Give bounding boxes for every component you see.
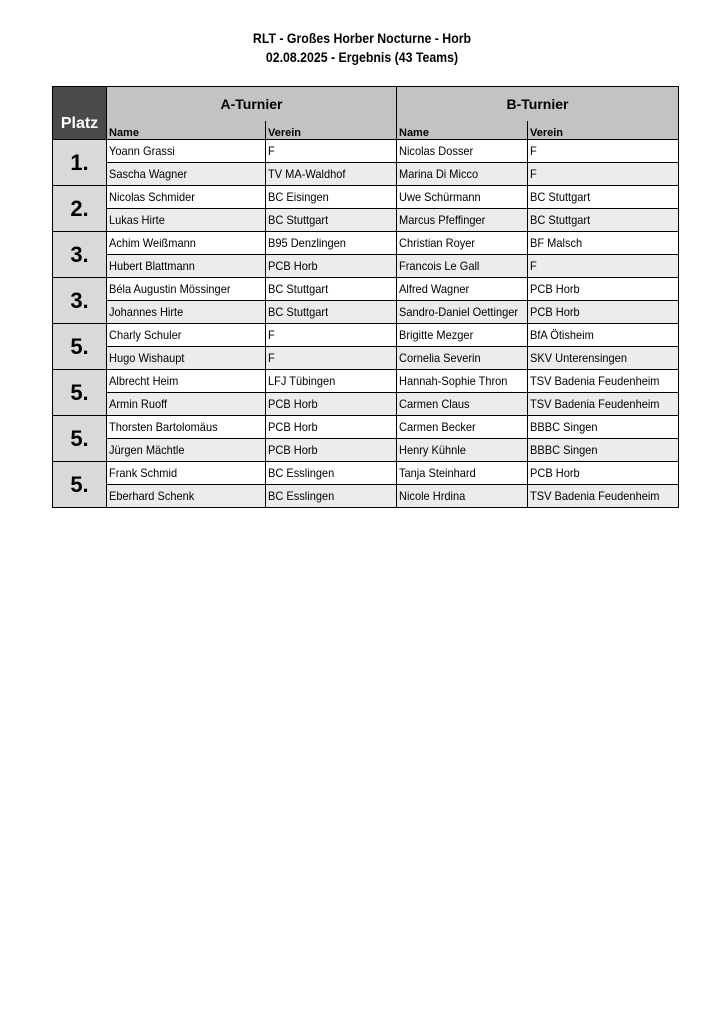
- table-row: [53, 485, 679, 508]
- b-verein-cell-text: BC Stuttgart: [530, 190, 591, 204]
- b-verein-cell-text: F: [530, 144, 537, 158]
- b-verein-cell-text: BBBC Singen: [530, 420, 598, 434]
- b-name-cell-text: Cornelia Severin: [399, 351, 481, 365]
- rank-cell: [53, 324, 107, 370]
- rank-label: 3.: [70, 287, 89, 313]
- a-verein-cell-text: BC Stuttgart: [268, 213, 329, 227]
- a-name-cell-text: Albrecht Heim: [109, 374, 179, 388]
- b-verein-cell: [528, 439, 679, 462]
- a-name-cell-text: Jürgen Mächtle: [109, 443, 185, 457]
- b-verein-cell-text: BfA Ötisheim: [530, 328, 594, 342]
- rank-cell: [53, 140, 107, 186]
- b-verein-header: [528, 121, 679, 140]
- table-row: [53, 370, 679, 393]
- b-name-cell: [397, 462, 528, 485]
- a-name-cell-text: Eberhard Schenk: [109, 489, 195, 503]
- b-verein-cell: [528, 462, 679, 485]
- a-verein-cell-text: LFJ Tübingen: [268, 374, 336, 388]
- a-verein-cell: [266, 485, 397, 508]
- b-name-cell: [397, 393, 528, 416]
- b-verein-cell: [528, 140, 679, 163]
- b-verein-cell: [528, 163, 679, 186]
- b-verein-cell-text: TSV Badenia Feudenheim: [530, 374, 660, 388]
- b-verein-cell-text: F: [530, 259, 537, 273]
- table-row: [53, 462, 679, 485]
- a-name-cell-text: Sascha Wagner: [109, 167, 188, 181]
- a-name-cell: [107, 232, 266, 255]
- b-verein-header-label: Verein: [530, 127, 564, 139]
- a-verein-cell: [266, 462, 397, 485]
- b-name-cell: [397, 416, 528, 439]
- a-turnier-header: [107, 87, 397, 122]
- table-row: [53, 439, 679, 462]
- b-verein-cell-text: TSV Badenia Feudenheim: [530, 397, 660, 411]
- a-verein-cell: [266, 324, 397, 347]
- a-verein-cell: [266, 347, 397, 370]
- rank-label: 5.: [70, 379, 89, 405]
- a-verein-cell: [266, 140, 397, 163]
- a-verein-cell-text: PCB Horb: [268, 259, 318, 273]
- a-verein-cell: [266, 232, 397, 255]
- a-verein-cell: [266, 301, 397, 324]
- a-name-cell-text: Armin Ruoff: [109, 397, 168, 411]
- b-name-cell: [397, 347, 528, 370]
- a-name-cell-text: Charly Schuler: [109, 328, 182, 342]
- a-verein-cell: [266, 186, 397, 209]
- b-name-cell: [397, 232, 528, 255]
- a-name-cell: [107, 370, 266, 393]
- b-verein-cell-text: PCB Horb: [530, 466, 580, 480]
- b-turnier-header: [397, 87, 679, 122]
- a-name-cell: [107, 485, 266, 508]
- b-verein-cell: [528, 255, 679, 278]
- b-name-cell: [397, 439, 528, 462]
- a-turnier-header-label: A-Turnier: [220, 96, 283, 112]
- a-name-header: [107, 121, 266, 140]
- a-name-cell-text: Hugo Wishaupt: [109, 351, 185, 365]
- b-name-cell: [397, 301, 528, 324]
- b-verein-cell-text: SKV Unterensingen: [530, 351, 627, 365]
- a-name-cell: [107, 278, 266, 301]
- a-name-cell-text: Achim Weißmann: [109, 236, 196, 250]
- a-verein-cell-text: PCB Horb: [268, 420, 318, 434]
- a-verein-cell-text: F: [268, 351, 275, 365]
- b-verein-cell: [528, 370, 679, 393]
- table-row: [53, 140, 679, 163]
- a-verein-header: [266, 121, 397, 140]
- table-row: [53, 347, 679, 370]
- a-name-cell: [107, 163, 266, 186]
- b-name-cell-text: Sandro-Daniel Oettinger: [399, 305, 519, 319]
- document-subtitle: 02.08.2025 - Ergebnis (43 Teams): [265, 49, 459, 65]
- b-name-cell-text: Nicole Hrdina: [399, 489, 466, 503]
- a-verein-cell-text: F: [268, 144, 275, 158]
- b-name-cell-text: Marina Di Micco: [399, 167, 479, 181]
- b-name-cell: [397, 255, 528, 278]
- a-verein-cell-text: B95 Denzlingen: [268, 236, 346, 250]
- b-verein-cell: [528, 416, 679, 439]
- rank-cell: [53, 278, 107, 324]
- b-verein-cell-text: BF Malsch: [530, 236, 583, 250]
- table-row: [53, 416, 679, 439]
- b-verein-cell-text: PCB Horb: [530, 305, 580, 319]
- a-verein-cell: [266, 439, 397, 462]
- a-name-cell-text: Nicolas Schmider: [109, 190, 195, 204]
- a-name-cell-text: Hubert Blattmann: [109, 259, 195, 273]
- a-name-cell: [107, 462, 266, 485]
- b-name-cell-text: Nicolas Dosser: [399, 144, 474, 158]
- b-name-header-label: Name: [399, 127, 429, 139]
- rank-label: 1.: [70, 149, 89, 175]
- b-verein-cell-text: F: [530, 167, 537, 181]
- a-verein-cell: [266, 416, 397, 439]
- table-row: [53, 393, 679, 416]
- a-name-cell: [107, 439, 266, 462]
- a-name-cell: [107, 255, 266, 278]
- a-verein-cell: [266, 393, 397, 416]
- b-verein-cell: [528, 301, 679, 324]
- a-name-cell: [107, 393, 266, 416]
- a-name-cell-text: Lukas Hirte: [109, 213, 165, 227]
- a-verein-cell-text: BC Esslingen: [268, 466, 335, 480]
- b-name-cell-text: Tanja Steinhard: [399, 466, 476, 480]
- b-name-header: [397, 121, 528, 140]
- results-body: [53, 140, 679, 508]
- a-name-cell-text: Frank Schmid: [109, 466, 178, 480]
- a-name-cell: [107, 416, 266, 439]
- a-verein-cell-text: BC Esslingen: [268, 489, 335, 503]
- rank-cell: [53, 370, 107, 416]
- b-verein-cell: [528, 186, 679, 209]
- b-name-cell-text: Uwe Schürmann: [399, 190, 481, 204]
- rank-cell: [53, 462, 107, 508]
- a-name-cell-text: Béla Augustin Mössinger: [109, 282, 231, 296]
- a-name-cell: [107, 347, 266, 370]
- document-title: RLT - Großes Horber Nocturne - Horb: [252, 30, 472, 46]
- rank-label: 5.: [70, 425, 89, 451]
- b-name-cell-text: Christian Royer: [399, 236, 476, 250]
- a-name-cell: [107, 186, 266, 209]
- a-name-cell: [107, 209, 266, 232]
- rank-cell: [53, 416, 107, 462]
- a-verein-cell: [266, 370, 397, 393]
- a-name-cell-text: Thorsten Bartolomäus: [109, 420, 218, 434]
- a-name-cell: [107, 140, 266, 163]
- b-turnier-header-label: B-Turnier: [506, 96, 569, 112]
- platz-header: [53, 87, 107, 140]
- b-verein-cell: [528, 324, 679, 347]
- a-name-cell-text: Johannes Hirte: [109, 305, 184, 319]
- b-verein-cell-text: PCB Horb: [530, 282, 580, 296]
- a-name-header-label: Name: [109, 127, 139, 139]
- rank-label: 3.: [70, 241, 89, 267]
- table-row: [53, 209, 679, 232]
- a-verein-cell: [266, 278, 397, 301]
- b-name-cell-text: Hannah-Sophie Thron: [399, 374, 508, 388]
- table-row: [53, 186, 679, 209]
- b-name-cell: [397, 209, 528, 232]
- rank-cell: [53, 186, 107, 232]
- b-name-cell-text: Carmen Claus: [399, 397, 470, 411]
- rank-label: 5.: [70, 471, 89, 497]
- b-name-cell-text: Marcus Pfeffinger: [399, 213, 486, 227]
- b-name-cell: [397, 140, 528, 163]
- b-name-cell-text: Henry Kühnle: [399, 443, 466, 457]
- b-verein-cell-text: TSV Badenia Feudenheim: [530, 489, 660, 503]
- table-row: [53, 232, 679, 255]
- a-verein-cell-text: F: [268, 328, 275, 342]
- a-verein-cell: [266, 209, 397, 232]
- table-row: [53, 255, 679, 278]
- b-name-cell: [397, 485, 528, 508]
- b-verein-cell: [528, 278, 679, 301]
- a-verein-cell-text: BC Stuttgart: [268, 282, 329, 296]
- results-table: [52, 86, 679, 508]
- a-verein-cell-text: BC Eisingen: [268, 190, 329, 204]
- b-name-cell: [397, 370, 528, 393]
- b-verein-cell: [528, 393, 679, 416]
- a-name-cell: [107, 301, 266, 324]
- b-verein-cell: [528, 232, 679, 255]
- b-name-cell-text: Carmen Becker: [399, 420, 476, 434]
- table-row: [53, 278, 679, 301]
- a-verein-cell-text: PCB Horb: [268, 443, 318, 457]
- b-name-cell: [397, 278, 528, 301]
- table-row: [53, 163, 679, 186]
- b-name-cell-text: Francois Le Gall: [399, 259, 480, 273]
- b-verein-cell: [528, 347, 679, 370]
- b-name-cell: [397, 324, 528, 347]
- b-name-cell-text: Alfred Wagner: [399, 282, 470, 296]
- b-name-cell-text: Brigitte Mezger: [399, 328, 474, 342]
- b-name-cell: [397, 186, 528, 209]
- b-name-cell: [397, 163, 528, 186]
- b-verein-cell: [528, 209, 679, 232]
- a-name-cell: [107, 324, 266, 347]
- rank-cell: [53, 232, 107, 278]
- a-name-cell-text: Yoann Grassi: [109, 144, 175, 158]
- a-verein-cell: [266, 255, 397, 278]
- b-verein-cell-text: BBBC Singen: [530, 443, 598, 457]
- a-verein-cell-text: BC Stuttgart: [268, 305, 329, 319]
- a-verein-cell-text: TV MA-Waldhof: [268, 167, 346, 181]
- a-verein-cell: [266, 163, 397, 186]
- b-verein-cell: [528, 485, 679, 508]
- a-verein-cell-text: PCB Horb: [268, 397, 318, 411]
- rank-label: 5.: [70, 333, 89, 359]
- table-row: [53, 301, 679, 324]
- b-verein-cell-text: BC Stuttgart: [530, 213, 591, 227]
- rank-label: 2.: [70, 195, 89, 221]
- table-row: [53, 324, 679, 347]
- platz-header-label: Platz: [60, 115, 99, 132]
- a-verein-header-label: Verein: [268, 127, 302, 139]
